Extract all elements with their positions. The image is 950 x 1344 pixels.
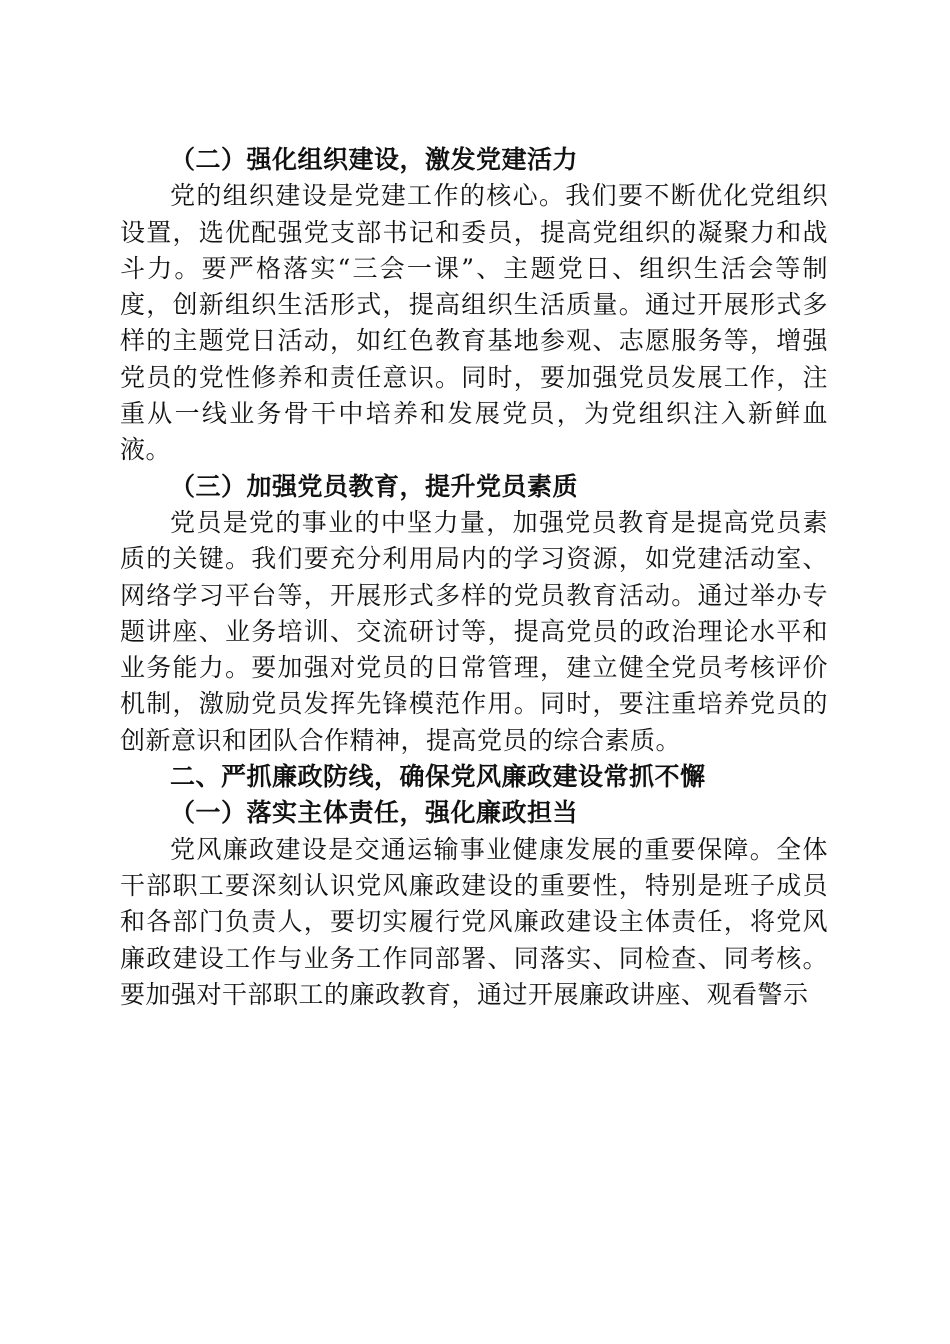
paragraph-integrity-building: 党风廉政建设是交通运输事业健康发展的重要保障。全体干部职工要深刻认识党风廉政建设的重要性，特别是班子成员和各部门负责人，要切实履行党风廉政建设主体责任，将党风廉政建设工作与业务工作同部署、同落实、同检查、同考核。要加强对干部职工的廉政教育，通过开展廉政讲座、观看警示 [120, 834, 828, 1009]
paragraph-organization-building: 党的组织建设是党建工作的核心。我们要不断优化党组织设置，选优配强党支部书记和委员，提高党组织的凝聚力和战斗力。要严格落实“三会一课”、主题党日、组织生活会等制度，创新组织生活形式，提高组织生活质量。通过开展形式多样的主题党日活动，如红色教育基地参观、志愿服务等，增强党员的党性修养和责任意识。同时，要加强党员发展工作，注重从一线业务骨干中培养和发展党员，为党组织注入新鲜血液。 [120, 181, 828, 465]
chapter-heading-integrity: 二、严抓廉政防线，确保党风廉政建设常抓不懈 [170, 762, 706, 792]
section-heading-strengthen-organization: （二）强化组织建设，激发党建活力 [170, 145, 579, 174]
section-heading-main-responsibility: （一）落实主体责任，强化廉政担当 [170, 798, 579, 828]
document-body [120, 142, 828, 1013]
paragraph-member-education: 党员是党的事业的中坚力量，加强党员教育是提高党员素质的关键。我们要充分利用局内的学习资源，如党建活动室、网络学习平台等，开展形式多样的党员教育活动。通过举办专题讲座、业务培训、交流研讨等，提高党员的政治理论水平和业务能力。要加强对党员的日常管理，建立健全党员考核评价机制，激励党员发挥先锋模范作用。同时，要注重培养党员的创新意识和团队合作精神，提高党员的综合素质。 [120, 507, 828, 755]
section-heading-member-education: （三）加强党员教育，提升党员素质 [170, 471, 579, 501]
